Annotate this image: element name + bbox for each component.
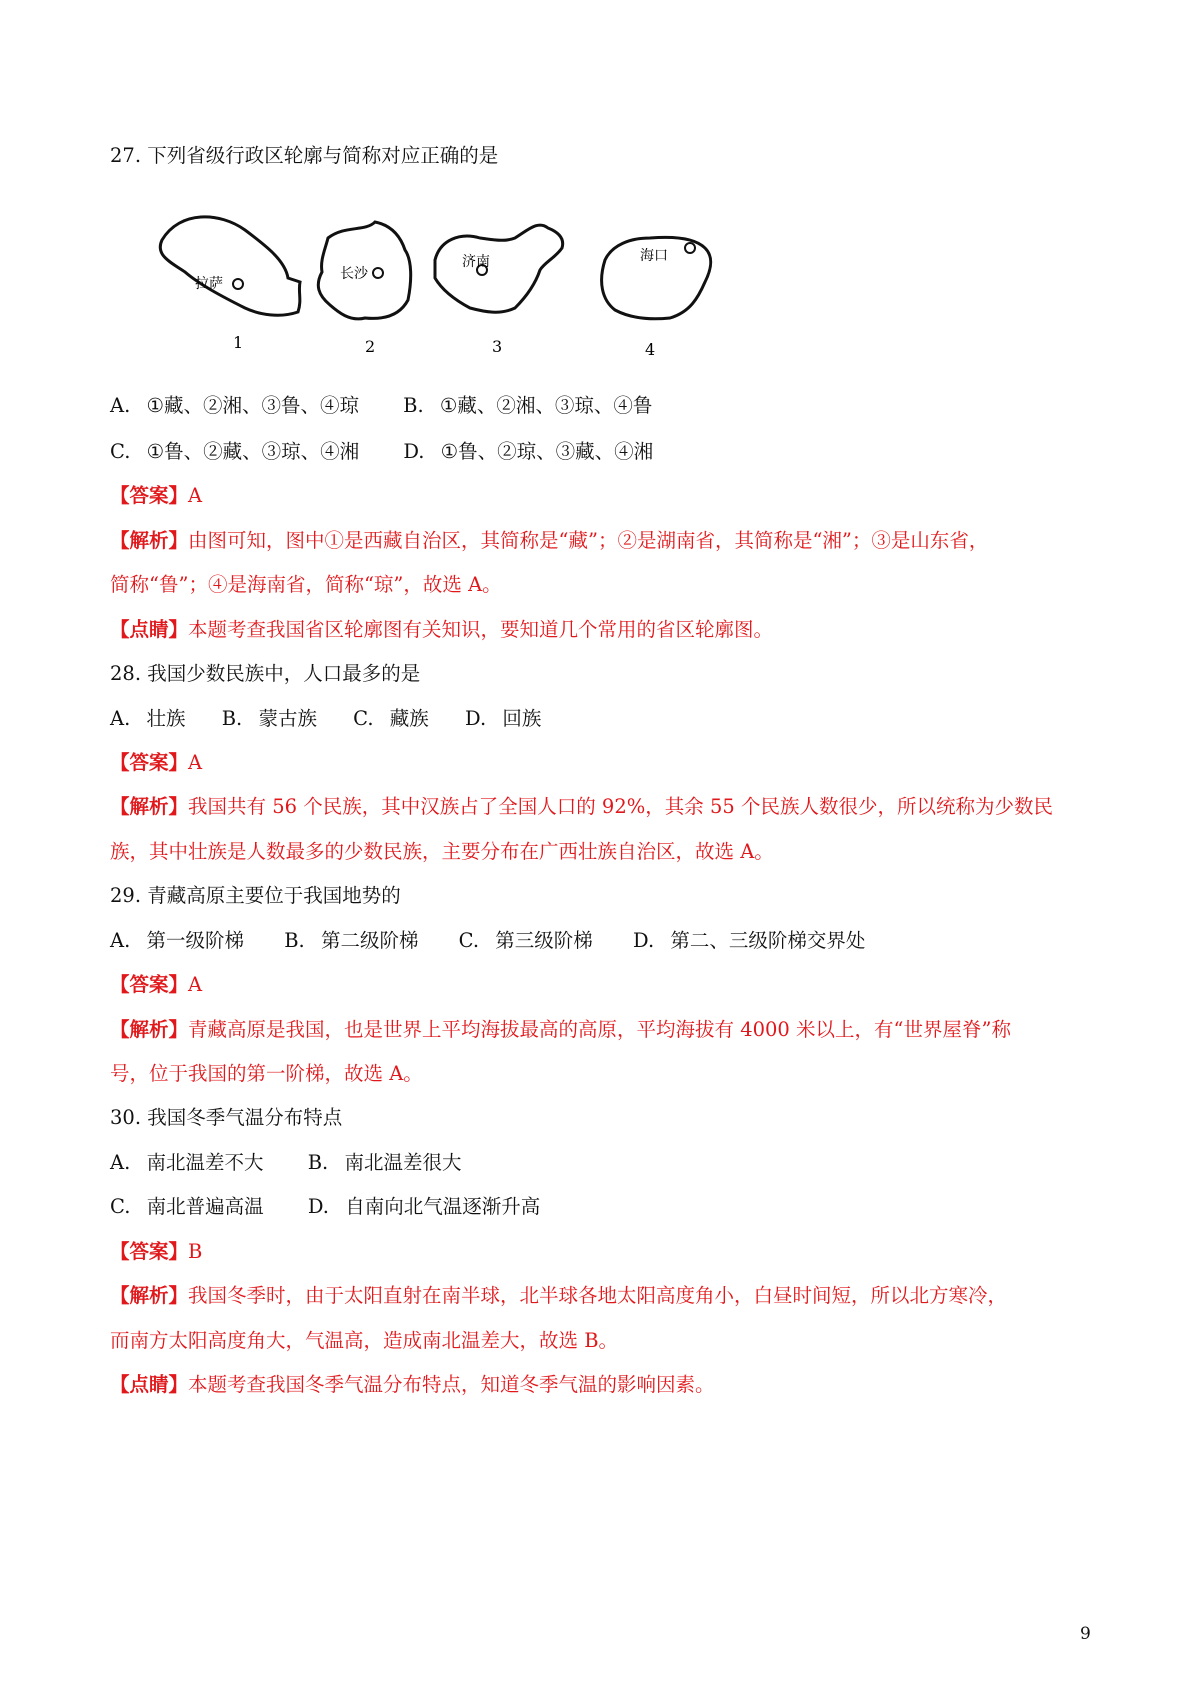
q30-option-b[interactable] xyxy=(308,1149,462,1177)
option-key: A. xyxy=(110,394,131,417)
option-key: B. xyxy=(403,394,424,417)
option-text: 南北温差不大 xyxy=(146,1151,264,1174)
option-text: 自南向北气温逐渐升高 xyxy=(345,1195,541,1218)
option-key: D. xyxy=(403,440,425,463)
q28-analysis-line-1 xyxy=(110,793,1053,821)
q27-answer xyxy=(110,482,202,510)
q27-option-d[interactable] xyxy=(403,438,653,466)
tip-text: 本题考查我国冬季气温分布特点，知道冬季气温的影响因素。 xyxy=(188,1373,715,1396)
option-text: 第一级阶梯 xyxy=(146,929,244,952)
q27-stem: 27. 下列省级行政区轮廓与简称对应正确的是 xyxy=(110,144,499,167)
figure-number-3: 3 xyxy=(492,337,503,356)
q29-option-b[interactable] xyxy=(284,927,418,955)
answer-value: B xyxy=(188,1240,203,1263)
analysis-label: 【解析】 xyxy=(110,1018,189,1041)
q28-option-d[interactable] xyxy=(465,705,541,733)
option-key: C. xyxy=(458,929,480,952)
q27-options-row-1 xyxy=(110,392,652,420)
q27-option-c[interactable] xyxy=(110,438,359,466)
province-outline-figure xyxy=(150,200,770,400)
answer-value: A xyxy=(188,484,203,507)
analysis-text: 我国冬季时，由于太阳直射在南半球，北半球各地太阳高度角小，白昼时间短，所以北方寒冷， xyxy=(188,1284,1008,1307)
option-text: 第二、三级阶梯交界处 xyxy=(670,929,866,952)
q29-stem: 29. 青藏高原主要位于我国地势的 xyxy=(110,884,401,907)
q28-option-b[interactable] xyxy=(222,705,317,733)
city-dot-2 xyxy=(373,268,383,278)
answer-value: A xyxy=(188,973,203,996)
option-key: D. xyxy=(307,1195,329,1218)
figure-number-4: 4 xyxy=(645,340,656,359)
option-key: B. xyxy=(221,707,243,730)
q28-option-a[interactable] xyxy=(110,705,186,733)
option-key: A. xyxy=(110,929,131,952)
option-text: 蒙古族 xyxy=(258,707,317,730)
figure-number-2: 2 xyxy=(365,337,376,356)
answer-value: A xyxy=(188,751,203,774)
q27-option-a[interactable] xyxy=(110,392,359,420)
q30-options-row-2 xyxy=(110,1193,540,1221)
q30-analysis-line-2: 而南方太阳高度角大，气温高，造成南北温差大，故选 B。 xyxy=(110,1329,619,1352)
q27-tip xyxy=(110,616,773,644)
province-outline-3 xyxy=(435,225,563,312)
q27-analysis-line-1 xyxy=(110,527,988,555)
option-text: 藏族 xyxy=(389,707,429,730)
option-key: A. xyxy=(110,707,131,730)
option-text: 回族 xyxy=(502,707,542,730)
q28-stem: 28. 我国少数民族中，人口最多的是 xyxy=(110,662,421,685)
option-key: B. xyxy=(284,929,305,952)
q29-options-row xyxy=(110,927,865,955)
city-dot-4 xyxy=(685,243,695,253)
q30-option-c[interactable] xyxy=(110,1193,264,1221)
province-outline-1 xyxy=(160,217,300,315)
city-dot-1 xyxy=(233,279,243,289)
q29-option-c[interactable] xyxy=(459,927,593,955)
q30-tip xyxy=(110,1371,715,1399)
analysis-text: 由图可知，图中①是西藏自治区，其简称是“藏”；②是湖南省，其简称是“湘”；③是山东省， xyxy=(188,529,989,552)
option-text: 第二级阶梯 xyxy=(320,929,419,952)
city-label-4: 海口 xyxy=(640,248,668,264)
city-label-1: 拉萨 xyxy=(195,276,223,292)
option-text: 壮族 xyxy=(146,707,186,730)
q28-analysis-line-2: 族，其中壮族是人数最多的少数民族，主要分布在广西壮族自治区，故选 A。 xyxy=(110,840,774,863)
q29-analysis-line-2: 号，位于我国的第一阶梯，故选 A。 xyxy=(110,1062,423,1085)
analysis-text: 青藏高原是我国，也是世界上平均海拔最高的高原，平均海拔有 4000 米以上，有“世界屋脊”称 xyxy=(188,1018,1011,1041)
q27-option-b[interactable] xyxy=(403,392,652,420)
q28-options-row xyxy=(110,705,541,733)
option-key: C. xyxy=(353,707,374,730)
option-text: ①藏、②湘、③琼、④鲁 xyxy=(439,394,653,417)
tip-label: 【点睛】 xyxy=(110,1373,189,1396)
q30-option-a[interactable] xyxy=(110,1149,264,1177)
q27-options-row-2 xyxy=(110,438,653,466)
q27-analysis-line-2: 简称“鲁”；④是海南省，简称“琼”，故选 A。 xyxy=(110,573,502,596)
answer-label: 【答案】 xyxy=(110,751,189,774)
tip-text: 本题考查我国省区轮廓图有关知识，要知道几个常用的省区轮廓图。 xyxy=(188,618,774,641)
q28-option-c[interactable] xyxy=(353,705,429,733)
city-label-3: 济南 xyxy=(462,254,490,270)
option-text: 南北普遍高温 xyxy=(146,1195,264,1218)
option-key: C. xyxy=(110,1195,131,1218)
answer-label: 【答案】 xyxy=(110,1240,189,1263)
option-key: C. xyxy=(110,440,131,463)
q28-answer xyxy=(110,749,202,777)
q29-option-d[interactable] xyxy=(633,927,865,955)
tip-label: 【点睛】 xyxy=(110,618,189,641)
analysis-label: 【解析】 xyxy=(110,529,189,552)
q29-answer xyxy=(110,971,202,999)
option-text: 南北温差很大 xyxy=(344,1151,462,1174)
q30-analysis-line-1 xyxy=(110,1282,1007,1310)
option-text: ①鲁、②琼、③藏、④湘 xyxy=(440,440,654,463)
option-key: B. xyxy=(307,1151,329,1174)
answer-label: 【答案】 xyxy=(110,484,189,507)
q30-option-d[interactable] xyxy=(308,1193,540,1221)
option-key: D. xyxy=(633,929,655,952)
page-number: 9 xyxy=(1080,1624,1091,1644)
answer-label: 【答案】 xyxy=(110,973,189,996)
figure-number-1: 1 xyxy=(233,333,244,352)
analysis-label: 【解析】 xyxy=(110,1284,189,1307)
q29-option-a[interactable] xyxy=(110,927,244,955)
option-text: ①藏、②湘、③鲁、④琼 xyxy=(146,394,359,417)
city-label-2: 长沙 xyxy=(340,266,368,282)
q30-stem: 30. 我国冬季气温分布特点 xyxy=(110,1106,343,1129)
option-key: A. xyxy=(110,1151,131,1174)
analysis-label: 【解析】 xyxy=(110,795,189,818)
option-text: ①鲁、②藏、③琼、④湘 xyxy=(146,440,360,463)
q30-options-row-1 xyxy=(110,1149,461,1177)
q29-analysis-line-1 xyxy=(110,1016,1011,1044)
analysis-text: 我国共有 56 个民族，其中汉族占了全国人口的 92%，其余 55 个民族人数很少，所以统称为少数民 xyxy=(188,795,1053,818)
q30-answer xyxy=(110,1238,202,1266)
option-text: 第三级阶梯 xyxy=(495,929,593,952)
option-key: D. xyxy=(465,707,487,730)
